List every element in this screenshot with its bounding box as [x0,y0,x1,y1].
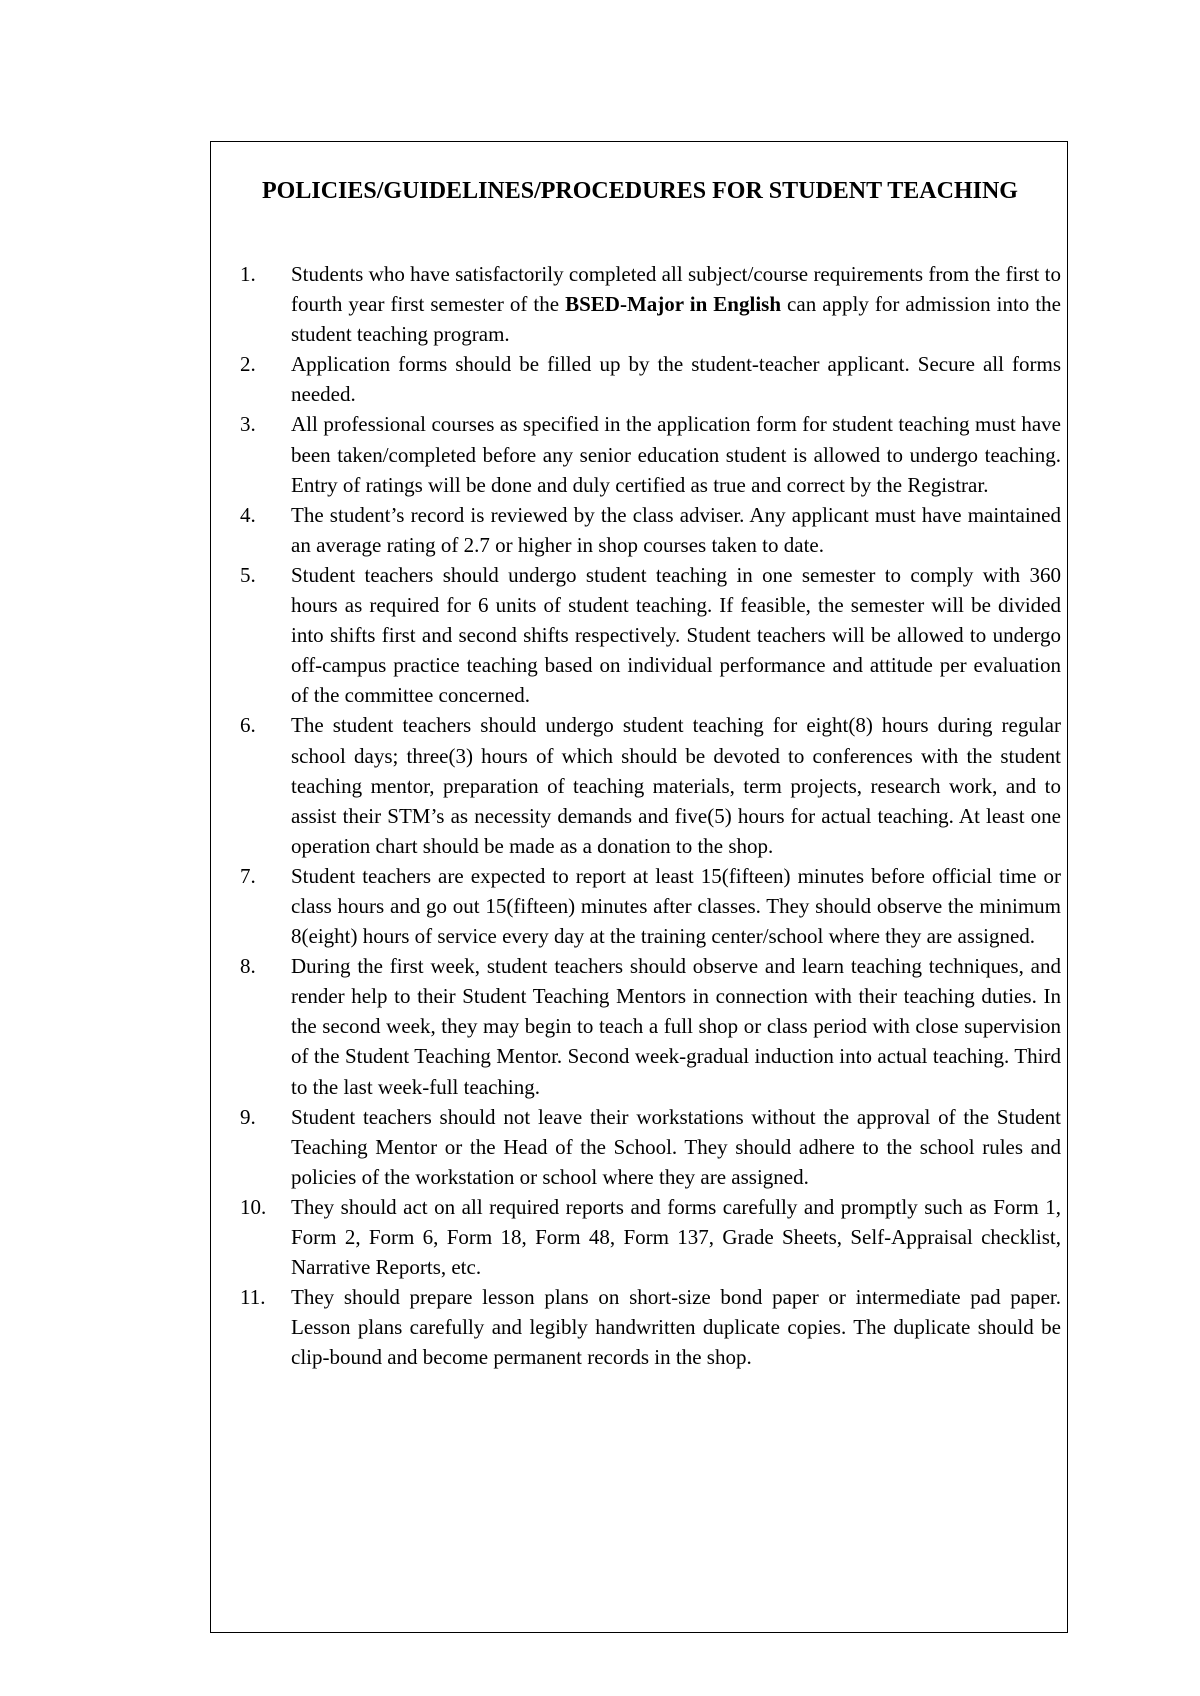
item-text: The student’s record is reviewed by the class adviser. Any applicant must have maintained an average rating of 2.7 or higher in shop courses taken to date. [291,502,1061,557]
item-number: 9. [240,1104,256,1129]
policy-item-11 [240,1282,1061,1372]
policy-item-5 [240,560,1061,710]
item-text: Application forms should be filled up by the student-teacher applicant. Secure all forms needed. [291,352,1061,407]
document-title: POLICIES/GUIDELINES/PROCEDURES FOR STUDENT TEACHING [262,178,1018,204]
policy-list [240,259,1061,1372]
policy-item-10 [240,1192,1061,1282]
item-text: Student teachers should not leave their workstations without the approval of the Student Teaching Mentor or the Head of the School. They should adhere to the school rules and policies of the workstation or school where they are assigned. [291,1104,1061,1189]
policy-item-8 [240,951,1061,1101]
item-number: 11. [240,1285,266,1310]
item-text: Student teachers should undergo student teaching in one semester to comply with 360 hours as required for 6 units of student teaching. If feasible, the semester will be divided into shifts first and second shifts respectively. Student teachers will be allowed to undergo off-campus practice teaching based on individual performance and attitude per evaluation of the committee concerned. [291,562,1061,708]
item-number: 2. [240,352,256,377]
item-number: 10. [240,1194,267,1219]
item-number: 3. [240,412,256,437]
policy-item-1 [240,259,1061,349]
item-text: They should prepare lesson plans on short-size bond paper or intermediate pad paper. Lesson plans carefully and legibly handwritten duplicate copies. The duplicate should be clip-bound and become permanent records in the shop. [291,1285,1061,1370]
policy-item-3 [240,409,1061,499]
program-name: BSED-Major in English [565,292,782,317]
item-text: Student teachers are expected to report at least 15(fifteen) minutes before official time or class hours and go out 15(fifteen) minutes after classes. They should observe the minimum 8(eight) hours of service every day at the training center/school where they are assigned. [291,863,1061,949]
policy-item-4 [240,500,1061,560]
item-text: The student teachers should undergo student teaching for eight(8) hours during regular school days; three(3) hours of which should be devoted to conferences with the student teaching mentor, preparation of teaching materials, term projects, research work, and to assist their STM’s as necessity demands and five(5) hours for actual teaching. At least one operation chart should be made as a donation to the shop. [291,713,1061,858]
item-text: All professional courses as specified in the application form for student teaching must have been taken/completed before any senior education student is allowed to undergo teaching. Entry of ratings will be done and duly certified as true and correct by the Registrar. [291,412,1061,497]
item-text-end: can apply for admission into the student teaching program. [291,292,1061,347]
item-number: 5. [240,562,256,587]
policy-item-7 [240,861,1061,951]
item-number: 6. [240,713,256,738]
item-number: 7. [240,863,256,888]
policy-item-6 [240,710,1061,860]
item-text-start: Students who have satisfactorily completed all subject/course requirements from the first to fourth year first semester of the [291,262,1061,317]
item-text: They should act on all required reports and forms carefully and promptly such as Form 1, Form 2, Form 6, Form 18, Form 48, Form 137, Grade Sheets, Self-Appraisal checklist, Narrative Reports, etc. [291,1194,1061,1280]
item-number: 8. [240,954,256,979]
item-number: 4. [240,502,256,527]
item-text: During the first week, student teachers should observe and learn teaching techniques, and render help to their Student Teaching Mentors in connection with their teaching duties. In the second week, they may begin to teach a full shop or class period with close supervision of the Student Teaching Mentor. Second week-gradual induction into actual teaching. Third to the last week-full teaching. [291,954,1061,1099]
item-text [291,259,1061,349]
item-number: 1. [240,262,256,286]
policy-item-2 [240,349,1061,409]
policy-item-9 [240,1102,1061,1192]
